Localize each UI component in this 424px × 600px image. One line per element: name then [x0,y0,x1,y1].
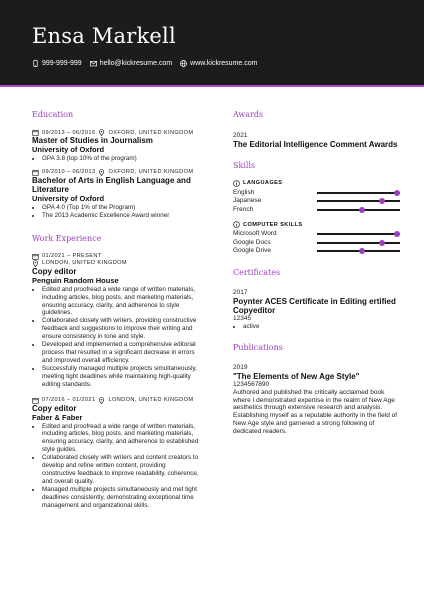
education-entry [32,169,200,220]
experience-heading: Work Experience [32,233,102,243]
education-heading: Education [32,110,74,119]
company-name: Penguin Random House [32,275,119,285]
bullet-item: • Successfully managed multiple projects simultaneously, meeting tight deadlines while maintaining high-quality editing standards. [42,365,200,389]
phone-text: 999-999-999 [42,60,82,67]
skill-level-bar [317,200,400,202]
location-pin-icon [32,260,39,267]
location-pin-icon [98,129,105,136]
skill-category-name: LANGUAGES [243,180,283,187]
skill-level-bar [317,209,400,211]
location-pin-icon [98,397,105,404]
certificate-bullets [233,323,403,331]
publication-isbn: 1234567890 [233,381,270,389]
entry-dates: 09/2013 – 06/2016 [42,129,96,136]
award-year: 2021 [233,132,248,139]
skill-label: English [233,188,255,196]
info-icon [233,180,240,187]
calendar-icon [32,169,39,176]
entry-dates: 01/2021 – PRESENT [42,253,102,260]
awards-heading: Awards [233,110,264,119]
entry-bullets [32,204,200,220]
skill-level-marker [394,231,400,237]
certificate-status: • active [243,323,403,331]
skill-label: Google Docs [233,238,271,246]
skill-level-bar [317,233,400,235]
publication-year: 2019 [233,364,248,372]
entry-meta [32,169,200,176]
entry-location: LONDON, UNITED KINGDOM [42,260,127,267]
entry-bullets [32,286,200,389]
bullet-item: • The 2013 Academic Excellence Award winner [42,212,200,220]
mail-icon [90,60,97,67]
skill-row [233,197,403,206]
degree-title: Bachelor of Arts in English Language and Literature [32,175,191,194]
resume-header [0,0,424,87]
bullet-item: • Developed and implemented a comprehensive editorial process that resulted in a significant decrease in errors and improved overall efficiency. [42,341,200,365]
school-name: University of Oxford [32,193,105,203]
certificate-name: Poynter ACES Certificate in Editing ertified Copyeditor [233,296,396,315]
certificate-id: 12345 [233,314,252,322]
experience-entry [32,253,200,389]
location-pin-icon [98,169,105,176]
calendar-icon [32,253,39,260]
entry-dates: 07/2016 – 01/2021 [42,397,96,403]
skill-category [233,221,403,256]
skill-label: Japanese [233,197,262,205]
skills-heading: Skills [233,160,256,170]
email-text: hello@kickresume.com [99,60,173,67]
entry-dates: 09/2010 – 06/2013 [42,169,96,176]
bullet-item: • Collaborated closely with writers, providing constructive feedback and suggestions to improve their writing and ensure consistency in tone and style. [42,317,200,341]
bullet-item: • Edited and proofread a wide range of written materials, including articles, blog posts, and marketing materials, ensuring accuracy, clarity, and adherence to style guidelines. [42,286,200,318]
entry-location-row [32,260,200,267]
phone-icon [32,60,39,67]
publications-heading: Publications [233,343,283,353]
company-name: Faber & Faber [32,412,83,422]
degree-title: Master of Studies in Journalism [32,136,153,145]
skill-category [233,180,403,215]
skill-level-marker [394,190,400,196]
skill-category-name: COMPUTER SKILLS [243,221,303,228]
skill-level-marker [359,207,365,213]
skill-row [233,247,403,256]
right-column [233,110,403,436]
skill-level-bar [317,192,400,194]
bullet-item: • Collaborated closely with writers and content creators to develop and refine written content, providing constructive feedback to improve readability, coherence, and overall quality. [42,454,200,486]
calendar-icon [32,129,39,136]
entry-bullets [32,423,200,510]
award-name: The Editorial Intelligence Comment Awards [233,139,398,149]
email-contact[interactable] [90,60,172,67]
education-entry [32,129,200,163]
skill-category-title [233,180,403,187]
website-text: www.kickresume.com [190,60,258,67]
entry-meta [32,253,200,260]
phone-contact [32,60,82,67]
skill-row [233,230,403,239]
publication-description: Authored and published the critically acclaimed book where I demonstrated expertise in the realm of New Age aesthetics through extensive research and analysis. Establishing myself as a reputable authority in the field of New Age style and garnered a strong following of dedicated readers. [233,388,398,435]
info-icon [233,221,240,228]
website-contact[interactable] [180,60,257,67]
experience-entry [32,397,200,510]
entry-meta [32,397,200,404]
skill-level-bar [317,242,400,244]
contact-bar [32,60,257,67]
skill-level-marker [379,198,385,204]
skill-level-marker [379,240,385,246]
bullet-item: • Managed multiple projects simultaneously and met tight deadlines consistently, demonstrating exceptional time management and organizational skills. [42,486,200,510]
skill-label: French [233,205,254,213]
calendar-icon [32,397,39,404]
skill-label: Microsoft Word [233,230,277,238]
skill-category-title [233,221,403,228]
certificates-heading: Certificates [233,267,281,277]
bullet-item: • GPA 3.8 (top 10% of the program) [42,155,200,163]
entry-location: OXFORD, UNITED KINGDOM [108,169,194,176]
left-column [32,110,200,515]
bullet-item: • GPA 4.0 (Top 1% of the Program) [42,204,200,212]
skill-level-bar [317,250,400,252]
skill-label: Google Drive [233,247,271,255]
role-title: Copy editor [32,403,77,413]
certificate-year: 2017 [233,288,248,296]
publication-title: "The Elements of New Age Style" [233,372,360,382]
entry-bullets [32,155,200,163]
globe-icon [180,60,187,67]
entry-location: OXFORD, UNITED KINGDOM [108,129,194,136]
entry-meta [32,129,200,136]
skill-row [233,206,403,215]
skill-row [233,239,403,248]
entry-location: LONDON, UNITED KINGDOM [108,397,194,403]
skill-level-marker [359,248,365,254]
school-name: University of Oxford [32,145,105,154]
skill-row [233,189,403,198]
role-title: Copy editor [32,266,77,276]
bullet-item: • Edited and proofread a wide range of written materials, including articles, blog posts, and marketing materials, ensuring accuracy, clarity, and adherence to established style guides. [42,423,200,455]
candidate-name: Ensa Markell [32,24,176,48]
